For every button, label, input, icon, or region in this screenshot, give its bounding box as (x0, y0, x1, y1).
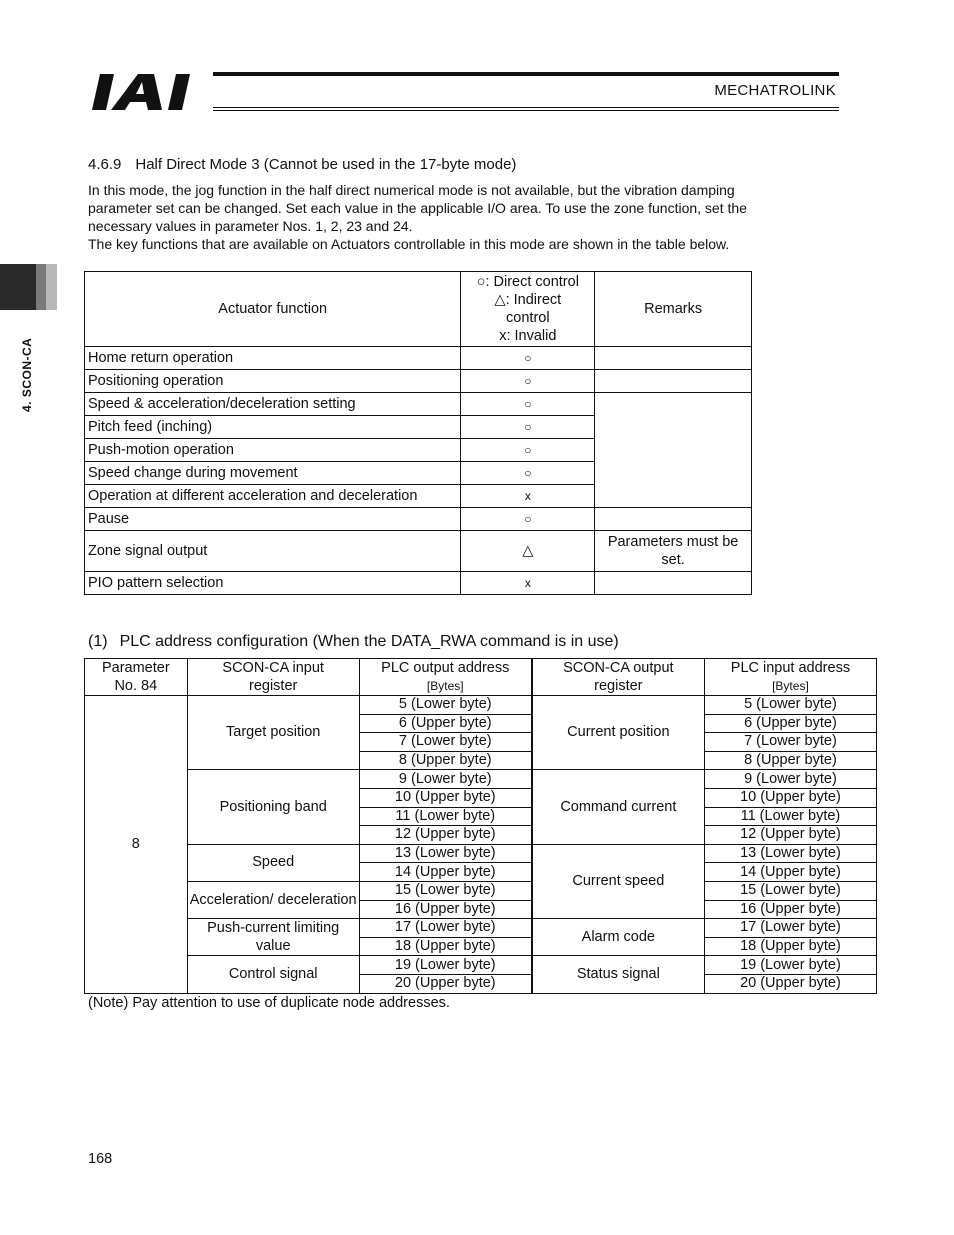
table-row: Home return operation ○ (85, 347, 752, 370)
table-row: 11 (Lower byte) 11 (Lower byte) (85, 807, 877, 826)
table-row: Positioning band 9 (Lower byte) Command current 9 (Lower byte) (85, 770, 877, 789)
table-row: 7 (Lower byte) 7 (Lower byte) (85, 733, 877, 752)
circle-mark-icon: ○ (461, 439, 595, 462)
remark-cell: Parameters must be set. (595, 531, 752, 572)
table-row: Pause ○ (85, 508, 752, 531)
page-number: 168 (88, 1151, 113, 1167)
table-row: Operation at different acceleration and deceleration x (85, 485, 752, 508)
cross-mark-icon: x (461, 572, 595, 595)
section-heading (88, 156, 516, 173)
table-row: 20 (Upper byte) 20 (Upper byte) (85, 974, 877, 993)
table-row: Speed & acceleration/deceleration setting ○ (85, 393, 752, 416)
table-row: 6 (Upper byte) 6 (Upper byte) (85, 714, 877, 733)
header-output-register: SCON-CA output register (532, 659, 705, 696)
section-number: 4.6.9 (88, 156, 122, 173)
header-input-register: SCON-CA input register (187, 659, 359, 696)
circle-mark-icon: ○ (461, 347, 595, 370)
header-rule-thin-2 (213, 110, 839, 111)
table-row: 16 (Upper byte) 16 (Upper byte) (85, 900, 877, 919)
intro-line: The key functions that are available on Actuators controllable in this mode are shown in the table below. (88, 236, 730, 252)
triangle-mark-icon: △ (461, 531, 595, 572)
header-rule-thick (213, 72, 839, 76)
header-legend: ○: Direct control △: Indirect control x: Invalid (461, 272, 595, 347)
table-row: Push-motion operation ○ (85, 439, 752, 462)
header-remarks: Remarks (595, 272, 752, 347)
plc-address-table (84, 658, 877, 994)
header-parameter: Parameter No. 84 (85, 659, 188, 696)
table-row: Control signal 19 (Lower byte) Status signal 19 (Lower byte) (85, 956, 877, 975)
table-row: 12 (Upper byte) 12 (Upper byte) (85, 826, 877, 845)
param-value-cell: 8 (85, 696, 188, 994)
header-actuator-function: Actuator function (85, 272, 461, 347)
circle-mark-icon: ○ (461, 370, 595, 393)
circle-mark-icon: ○ (461, 416, 595, 439)
cross-mark-icon: x (461, 485, 595, 508)
table-row: 18 (Upper byte) 18 (Upper byte) (85, 937, 877, 956)
table-row: 8 (Upper byte) 8 (Upper byte) (85, 751, 877, 770)
table-row: Pitch feed (inching) ○ (85, 416, 752, 439)
intro-line: In this mode, the jog function in the half direct numerical mode is not available, but the vibration damping (88, 182, 735, 198)
table-row: Zone signal output △ Parameters must be set. (85, 531, 752, 572)
table-row: Speed 13 (Lower byte) Current speed 13 (Lower byte) (85, 844, 877, 863)
table-row: Positioning operation ○ (85, 370, 752, 393)
table-header-row (85, 272, 752, 347)
intro-line: necessary values in parameter Nos. 1, 2, 23 and 24. (88, 218, 413, 234)
footnote: (Note) Pay attention to use of duplicate node addresses. (88, 995, 450, 1011)
header-label: MECHATROLINK (714, 82, 836, 99)
intro-paragraph (88, 181, 848, 253)
header-plc-input: PLC input address [Bytes] (704, 659, 876, 696)
actuator-function-table (84, 271, 752, 595)
table-header-row (85, 659, 877, 696)
table-row: 14 (Upper byte) 14 (Upper byte) (85, 863, 877, 882)
table-row: Speed change during movement ○ (85, 462, 752, 485)
table-row: 10 (Upper byte) 10 (Upper byte) (85, 788, 877, 807)
chapter-tab-marker (0, 264, 57, 310)
table-row: Acceleration/ deceleration 15 (Lower byte) 15 (Lower byte) (85, 881, 877, 900)
circle-mark-icon: ○ (461, 462, 595, 485)
table-row: 8 Target position 5 (Lower byte) Current position 5 (Lower byte) (85, 696, 877, 715)
plc-section-heading: (1) PLC address configuration (When the DATA_RWA command is in use) (88, 633, 619, 650)
table-row: PIO pattern selection x (85, 572, 752, 595)
iai-logo (92, 72, 207, 112)
remarks-merged-cell (595, 393, 752, 508)
header-rule-thin (213, 107, 839, 108)
chapter-side-label: 4. SCON-CA (20, 337, 34, 412)
circle-mark-icon: ○ (461, 393, 595, 416)
section-title: Half Direct Mode 3 (Cannot be used in the 17-byte mode) (135, 156, 517, 173)
table-row: Push-current limiting value 17 (Lower byte) Alarm code 17 (Lower byte) (85, 919, 877, 938)
intro-line: parameter set can be changed. Set each value in the applicable I/O area. To use the zone function, set the (88, 200, 747, 216)
circle-mark-icon: ○ (461, 508, 595, 531)
header-plc-output: PLC output address [Bytes] (359, 659, 532, 696)
